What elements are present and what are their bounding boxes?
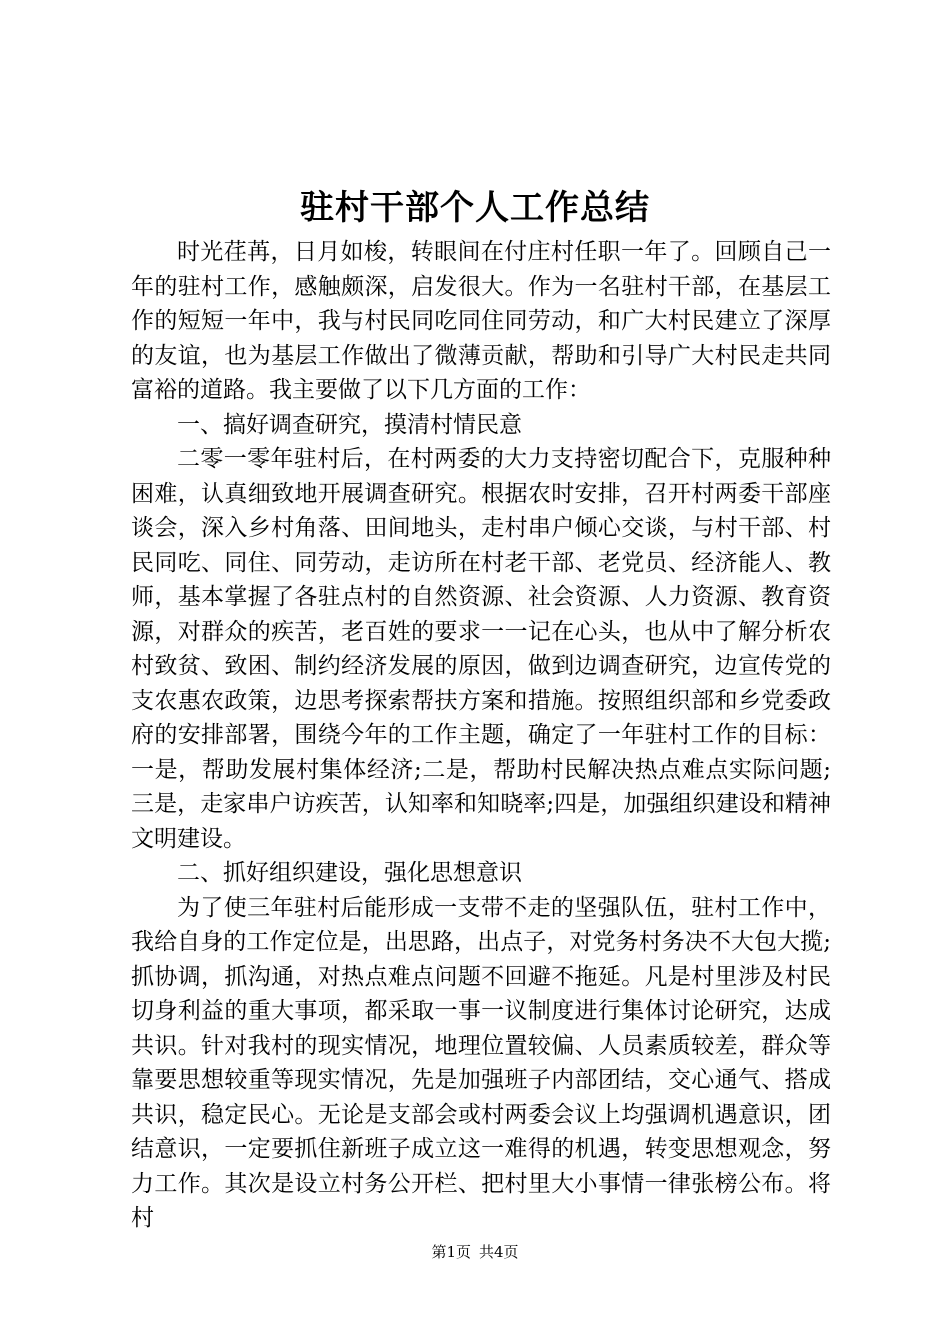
paragraph-section-2: 为了使三年驻村后能形成一支带不走的坚强队伍，驻村工作中，我给自身的工作定位是，出思路，出点子，对党务村务决不大包大揽;抓协调，抓沟通，对热点难点问题不回避不拖延。凡是村里涉及村民切身利益的重大事项，都采取一事一议制度进行集体讨论研究，达成共识。针对我村的现实情况，地理位置较偏、人员素质较差，群众等靠要思想较重等现实情况，先是加强班子内部团结，交心通气、搭成共识，稳定民心。无论是支部会或村两委会议上均强调机遇意识，团结意识，一定要抓住新班子成立这一难得的机遇，转变思想观念，努力工作。其次是设立村务公开栏、把村里大小事情一律张榜公布。将村: [131, 894, 831, 1231]
page-number-current: 第1页: [431, 1243, 471, 1261]
paragraph-intro: 时光荏苒，日月如梭，转眼间在付庄村任职一年了。回顾自己一年的驻村工作，感触颇深，启发很大。作为一名驻村干部，在基层工作的短短一年中，我与村民同吃同住同劳动，和广大村民建立了深厚的友谊，也为基层工作做出了微薄贡献，帮助和引导广大村民走共同富裕的道路。我主要做了以下几方面的工作：: [131, 239, 831, 403]
page-footer: [0, 1241, 950, 1263]
document-body: [131, 235, 831, 1236]
paragraph-section-1: 二零一零年驻村后，在村两委的大力支持密切配合下，克服种种困难，认真细致地开展调查研究。根据农时安排，召开村两委干部座谈会，深入乡村角落、田间地头，走村串户倾心交谈，与村干部、村民同吃、同住、同劳动，走访所在村老干部、老党员、经济能人、教师，基本掌握了各驻点村的自然资源、社会资源、人力资源、教育资源，对群众的疾苦，老百姓的要求一一记在心头，也从中了解分析农村致贫、致困、制约经济发展的原因，做到边调查研究，边宣传党的支农惠农政策，边思考探索帮扶方案和措施。按照组织部和乡党委政府的安排部署，围绕今年的工作主题，确定了一年驻村工作的目标：一是，帮助发展村集体经济;二是，帮助村民解决热点难点实际问题;三是，走家串户访疾苦，认知率和知晓率;四是，加强组织建设和精神文明建设。: [131, 446, 831, 852]
section-heading-2: 二、抓好组织建设，强化思想意识: [177, 860, 522, 886]
section-heading-1: 一、搞好调查研究，摸清村情民意: [177, 411, 522, 438]
page-number-total: 共4页: [479, 1243, 519, 1261]
document-title: 驻村干部个人工作总结: [300, 188, 650, 228]
